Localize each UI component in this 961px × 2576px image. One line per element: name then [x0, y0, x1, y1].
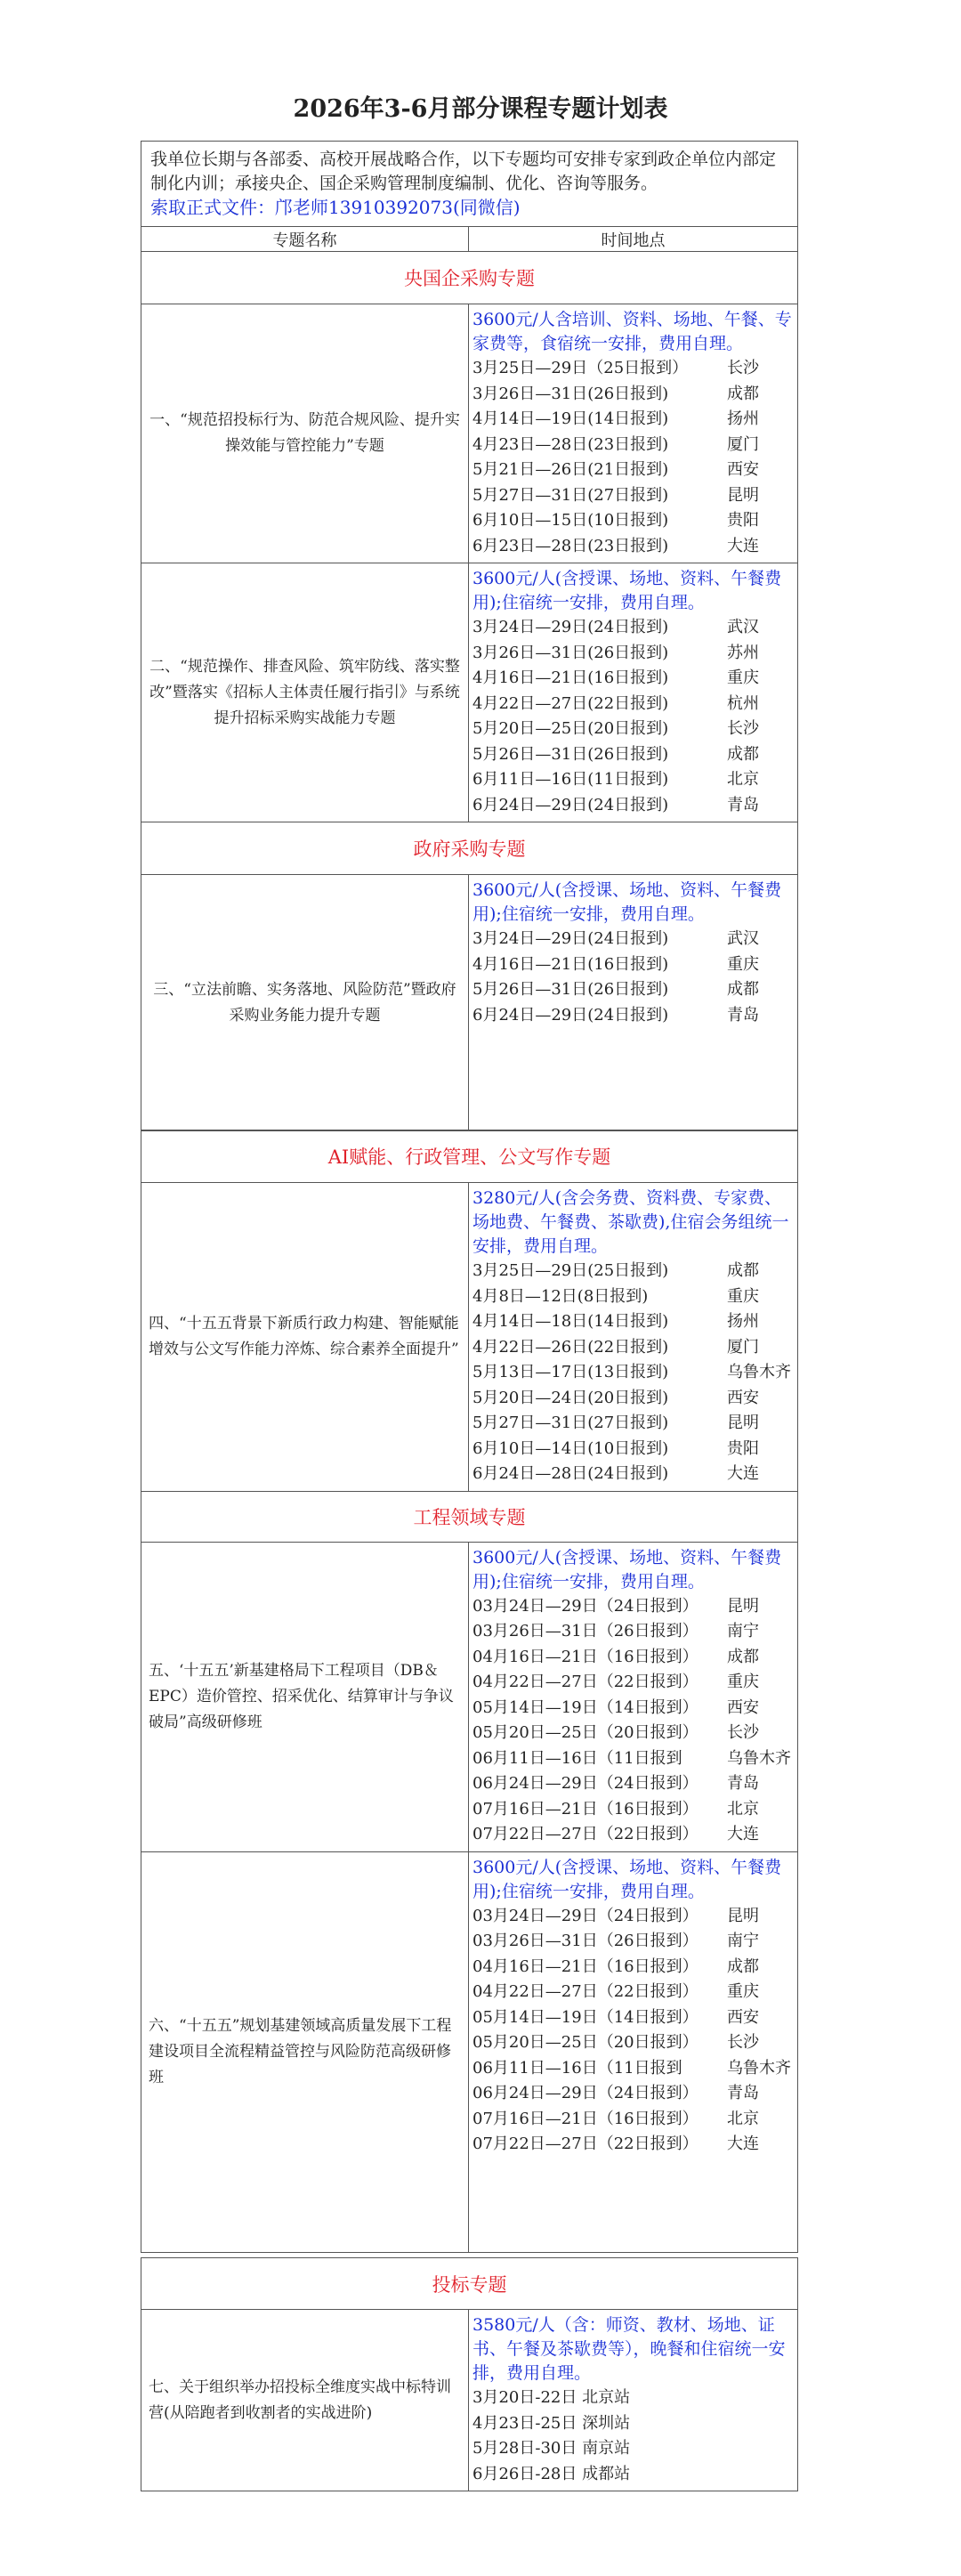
- session-item: [472, 2107, 794, 2133]
- session-city: 成都: [727, 1956, 759, 1976]
- section-title-ai-admin: AI赋能、行政管理、公文写作专题: [141, 1130, 798, 1183]
- session-city: 青岛: [727, 1774, 759, 1793]
- session-date: 07月16日—21日（16日报到）: [472, 1799, 699, 1819]
- session-item: [472, 1386, 794, 1412]
- session-date: 5月20日—25日(20日报到): [472, 719, 669, 738]
- session-date: 6月10日—15日(10日报到): [472, 511, 669, 530]
- session-city: 长沙: [727, 719, 759, 738]
- session-city: 武汉: [727, 618, 759, 636]
- session-item: [472, 356, 794, 382]
- session-city: 乌鲁木齐: [727, 1748, 791, 1768]
- session-item: [472, 1645, 794, 1671]
- session-item: [472, 641, 794, 667]
- session-city: 青岛: [727, 1005, 759, 1025]
- session-date: 6月10日—14日(10日报到): [472, 1438, 669, 1458]
- course-schedule: [469, 304, 798, 563]
- session-item: [472, 1003, 794, 1029]
- session-item: [472, 1619, 794, 1645]
- session-date: 5月26日—31日(26日报到): [472, 980, 669, 999]
- course-schedule: [469, 875, 798, 1131]
- session-item: [472, 1259, 794, 1284]
- session-city: 青岛: [727, 2084, 759, 2102]
- course-price: 3280元/人(含会务费、资料费、专家费、场地费、午餐费、茶歇费),住宿会务组统一安排，费用自理。: [472, 1188, 789, 1256]
- session-item: [472, 1822, 794, 1848]
- session-item: [472, 1360, 794, 1386]
- session-city: 厦门: [727, 1337, 759, 1357]
- session-item: [472, 717, 794, 742]
- intro-row: [141, 142, 798, 227]
- course-schedule: [469, 1851, 798, 2252]
- header-topic: 专题名称: [141, 227, 469, 252]
- session-date: 07月16日—21日（16日报到）: [472, 2109, 699, 2128]
- session-item: [472, 2056, 794, 2082]
- session-date: 3月20日-22日 北京站: [472, 2388, 631, 2407]
- course-schedule: [469, 1183, 798, 1492]
- session-date: 5月21日—26日(21日报到): [472, 460, 669, 479]
- session-item: [472, 483, 794, 509]
- session-item: [472, 2462, 794, 2488]
- session-city: 乌鲁木齐: [727, 2058, 791, 2078]
- section-title-bidding: 投标专题: [141, 2258, 798, 2310]
- session-date: 5月13日—17日(13日报到): [472, 1363, 669, 1381]
- session-item: [472, 1721, 794, 1746]
- session-city: 厦门: [727, 434, 759, 454]
- session-item: [472, 1335, 794, 1361]
- session-item: [472, 1462, 794, 1487]
- section-title-engineering: 工程领域专题: [141, 1491, 798, 1542]
- course-name: 四、“十五五背景下新质行政力构建、智能赋能增效与公文写作能力淬炼、综合素养全面提升”: [141, 1183, 469, 1492]
- session-city: 重庆: [727, 1286, 759, 1306]
- session-city: 西安: [727, 1388, 759, 1407]
- session-item: [472, 1797, 794, 1823]
- session-city: 北京: [727, 770, 759, 789]
- session-date: 07月22日—27日（22日报到）: [472, 1825, 699, 1843]
- session-item: [472, 2436, 794, 2462]
- session-date: 6月11日—16日(11日报到): [472, 770, 669, 789]
- session-city: 成都: [727, 384, 759, 403]
- session-date: 6月24日—28日(24日报到): [472, 1464, 669, 1483]
- session-item: [472, 382, 794, 408]
- session-item: [472, 615, 794, 641]
- session-city: 扬州: [727, 1312, 759, 1331]
- session-city: 西安: [727, 460, 759, 479]
- session-date: 06月24日—29日（24日报到）: [472, 1774, 699, 1793]
- header-row: [141, 227, 798, 252]
- session-date: 4月22日—26日(22日报到): [472, 1337, 669, 1357]
- schedule-table-3: [141, 2257, 798, 2491]
- intro-text: 我单位长期与各部委、高校开展战略合作，以下专题均可安排专家到政企单位内部定制化内训；承接央企、国企采购管理制度编制、优化、咨询等服务。: [150, 150, 777, 193]
- session-city: 成都: [727, 1261, 759, 1280]
- course-name: 三、“立法前瞻、实务落地、风险防范”暨政府采购业务能力提升专题: [141, 875, 469, 1131]
- session-item: [472, 666, 794, 692]
- session-date: 4月16日—21日(16日报到): [472, 668, 669, 687]
- session-date: 07月22日—27日（22日报到）: [472, 2135, 699, 2153]
- session-item: [472, 2386, 794, 2411]
- session-city: 昆明: [727, 1596, 759, 1616]
- session-date: 04月22日—27日（22日报到）: [472, 1673, 699, 1691]
- session-city: 大连: [727, 1464, 759, 1483]
- session-city: 西安: [727, 2007, 759, 2027]
- course-price: 3600元/人(含授课、场地、资料、午餐费用);住宿统一安排，费用自理。: [472, 569, 782, 612]
- header-time-place: 时间地点: [469, 227, 798, 252]
- session-date: 03月26日—31日（26日报到）: [472, 1932, 699, 1950]
- course-row: [141, 2310, 798, 2491]
- course-schedule: [469, 563, 798, 822]
- course-row: [141, 304, 798, 563]
- session-date: 05月14日—19日（14日报到）: [472, 1697, 699, 1717]
- contact-info: 索取正式文件：邝老师13910392073(同微信): [150, 197, 521, 218]
- section-title-soe-procurement: 央国企采购专题: [141, 252, 798, 304]
- session-date: 5月20日—24日(20日报到): [472, 1388, 669, 1407]
- intro-cell: [141, 142, 798, 227]
- course-row: [141, 563, 798, 822]
- course-price: 3600元/人含培训、资料、场地、午餐、专家费等，食宿统一安排，费用自理。: [472, 310, 792, 353]
- session-item: [472, 458, 794, 483]
- course-name: 一、“规范招投标行为、防范合规风险、提升实操效能与管控能力”专题: [141, 304, 469, 563]
- course-row: [141, 1183, 798, 1492]
- session-date: 6月24日—29日(24日报到): [472, 795, 669, 814]
- schedule-table-2: [141, 1130, 798, 2253]
- session-date: 4月14日—18日(14日报到): [472, 1312, 669, 1331]
- course-price: 3580元/人（含：师资、教材、场地、证书、午餐及茶歇费等），晚餐和住宿统一安排，费用自理。: [472, 2315, 786, 2383]
- session-city: 昆明: [727, 485, 759, 505]
- section-title-gov-procurement: 政府采购专题: [141, 822, 798, 875]
- session-item: [472, 2005, 794, 2031]
- course-name: 二、“规范操作、排查风险、筑牢防线、落实整改”暨落实《招标人主体责任履行指引》与系统提升招标采购实战能力专题: [141, 563, 469, 822]
- session-item: [472, 977, 794, 1003]
- session-item: [472, 508, 794, 534]
- course-row: [141, 875, 798, 1131]
- session-item: [472, 1594, 794, 1620]
- session-city: 长沙: [727, 359, 759, 377]
- session-item: [472, 1437, 794, 1462]
- session-item: [472, 1771, 794, 1797]
- course-row: [141, 1851, 798, 2252]
- course-price: 3600元/人(含授课、场地、资料、午餐费用);住宿统一安排，费用自理。: [472, 880, 782, 924]
- session-date: 04月16日—21日（16日报到）: [472, 1956, 699, 1976]
- session-city: 扬州: [727, 409, 759, 428]
- session-item: [472, 927, 794, 952]
- session-city: 大连: [727, 1825, 759, 1843]
- session-date: 06月11日—16日（11日报到: [472, 2058, 682, 2078]
- session-item: [472, 2132, 794, 2158]
- session-item: [472, 407, 794, 433]
- session-date: 3月24日—29日(24日报到): [472, 929, 669, 948]
- session-city: 成都: [727, 1647, 759, 1666]
- session-item: [472, 1411, 794, 1437]
- session-city: 南宁: [727, 1932, 759, 1950]
- session-city: 长沙: [727, 2033, 759, 2052]
- session-item: [472, 1929, 794, 1955]
- course-name: 七、关于组织举办招投标全维度实战中标特训营(从陪跑者到收割者的实战进阶): [141, 2310, 469, 2491]
- session-item: [472, 952, 794, 978]
- session-city: 苏州: [727, 643, 759, 662]
- session-date: 06月24日—29日（24日报到）: [472, 2084, 699, 2102]
- session-item: [472, 2411, 794, 2437]
- session-city: 重庆: [727, 1673, 759, 1691]
- session-date: 05月14日—19日（14日报到）: [472, 2007, 699, 2027]
- session-date: 5月27日—31日(27日报到): [472, 1414, 669, 1432]
- session-item: [472, 767, 794, 793]
- session-date: 3月24日—29日(24日报到): [472, 618, 669, 636]
- session-date: 03月24日—29日（24日报到）: [472, 1906, 699, 1925]
- session-city: 乌鲁木齐: [727, 1363, 791, 1381]
- session-item: [472, 1904, 794, 1930]
- session-item: [472, 534, 794, 560]
- session-date: 3月25日—29日（25日报到）: [472, 359, 689, 377]
- session-city: 西安: [727, 1697, 759, 1717]
- session-date: 04月22日—27日（22日报到）: [472, 1982, 699, 2001]
- session-date: 5月26日—31日(26日报到): [472, 744, 669, 764]
- session-city: 南宁: [727, 1622, 759, 1640]
- session-city: 大连: [727, 536, 759, 555]
- session-item: [472, 2030, 794, 2056]
- session-city: 重庆: [727, 954, 759, 974]
- session-date: 05月20日—25日（20日报到）: [472, 2033, 699, 2052]
- page-title: 2026年3-6月部分课程专题计划表: [293, 95, 668, 123]
- session-date: 4月23日—28日(23日报到): [472, 434, 669, 454]
- session-date: 3月26日—31日(26日报到): [472, 643, 669, 662]
- session-city: 昆明: [727, 1906, 759, 1925]
- session-city: 北京: [727, 2109, 759, 2128]
- session-date: 3月25日—29日(25日报到): [472, 1261, 669, 1280]
- session-date: 4月8日—12日(8日报到): [472, 1286, 649, 1306]
- session-city: 昆明: [727, 1414, 759, 1432]
- session-item: [472, 1284, 794, 1310]
- course-schedule: [469, 1542, 798, 1851]
- session-date: 4月16日—21日(16日报到): [472, 954, 669, 974]
- session-date: 05月20日—25日（20日报到）: [472, 1723, 699, 1742]
- session-city: 重庆: [727, 1982, 759, 2001]
- session-city: 成都: [727, 980, 759, 999]
- session-item: [472, 433, 794, 458]
- session-city: 成都: [727, 744, 759, 764]
- session-city: 贵阳: [727, 1438, 759, 1458]
- session-date: 5月28日-30日 南京站: [472, 2439, 631, 2458]
- session-date: 06月11日—16日（11日报到: [472, 1748, 682, 1768]
- session-date: 6月24日—29日(24日报到): [472, 1005, 669, 1025]
- session-date: 4月23日-25日 深圳站: [472, 2413, 631, 2433]
- course-row: [141, 1542, 798, 1851]
- session-date: 03月26日—31日（26日报到）: [472, 1622, 699, 1640]
- schedule-table-1: [141, 141, 798, 1131]
- session-city: 长沙: [727, 1723, 759, 1742]
- session-item: [472, 1309, 794, 1335]
- session-date: 6月23日—28日(23日报到): [472, 536, 669, 555]
- session-item: [472, 1980, 794, 2005]
- session-date: 4月22日—27日(22日报到): [472, 693, 669, 713]
- session-item: [472, 1955, 794, 1981]
- session-city: 武汉: [727, 929, 759, 948]
- course-price: 3600元/人(含授课、场地、资料、午餐费用);住宿统一安排，费用自理。: [472, 1857, 782, 1901]
- session-item: [472, 692, 794, 717]
- session-date: 04月16日—21日（16日报到）: [472, 1647, 699, 1666]
- session-item: [472, 1670, 794, 1696]
- session-date: 3月26日—31日(26日报到): [472, 384, 669, 403]
- session-city: 大连: [727, 2135, 759, 2153]
- session-item: [472, 1746, 794, 1772]
- session-city: 青岛: [727, 795, 759, 814]
- session-item: [472, 1696, 794, 1721]
- session-date: 6月26日-28日 成都站: [472, 2464, 631, 2483]
- session-item: [472, 742, 794, 768]
- course-price: 3600元/人(含授课、场地、资料、午餐费用);住宿统一安排，费用自理。: [472, 1547, 782, 1592]
- course-name: 六、“十五五”规划基建领域高质量发展下工程建设项目全流程精益管控与风险防范高级研修班: [141, 1851, 469, 2252]
- course-schedule: [469, 2310, 798, 2491]
- session-date: 4月14日—19日(14日报到): [472, 409, 669, 428]
- session-city: 北京: [727, 1799, 759, 1819]
- session-city: 贵阳: [727, 511, 759, 530]
- session-date: 5月27日—31日(27日报到): [472, 485, 669, 505]
- session-city: 重庆: [727, 668, 759, 687]
- session-city: 杭州: [727, 693, 759, 713]
- session-item: [472, 793, 794, 819]
- course-name: 五、‘十五五’新基建格局下工程项目（DB＆EPC）造价管控、招采优化、结算审计与争议破局”高级研修班: [141, 1542, 469, 1851]
- session-date: 03月24日—29日（24日报到）: [472, 1596, 699, 1616]
- session-item: [472, 2081, 794, 2107]
